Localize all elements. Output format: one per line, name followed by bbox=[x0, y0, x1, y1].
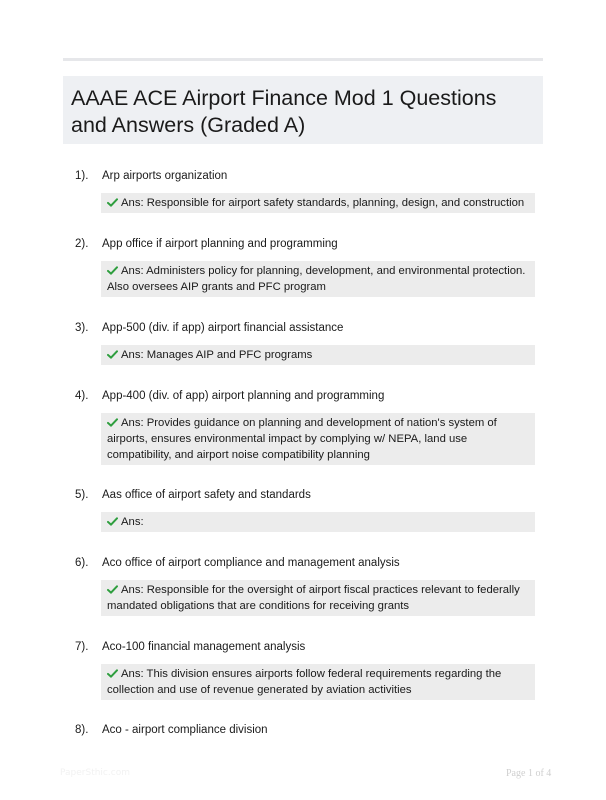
question-text: Arp airports organization bbox=[102, 170, 228, 182]
checkmark-icon bbox=[107, 669, 118, 678]
question-text: Aco office of airport compliance and management analysis bbox=[102, 557, 400, 569]
document-title: AAAE ACE Airport Finance Mod 1 Questions and Answers (Graded A) bbox=[71, 86, 497, 137]
question-number: 3). bbox=[75, 322, 89, 334]
question-number: 6). bbox=[75, 557, 89, 569]
answer-text: Ans: Administers policy for planning, development, and environmental protection. Also oversees AIP grants and PFC program bbox=[107, 265, 526, 293]
question-number: 8). bbox=[75, 724, 89, 736]
answer-box bbox=[101, 580, 535, 616]
question-text: App-400 (div. of app) airport planning and programming bbox=[102, 390, 385, 402]
question-text: App office if airport planning and programming bbox=[102, 238, 338, 250]
page-number: Page 1 of 4 bbox=[506, 768, 552, 779]
answer-text: Ans: Provides guidance on planning and development of nation's system of airports, ensures environmental impact by complying w/ NEPA, land use compatibility, and airport noise compatibility planning bbox=[107, 417, 497, 461]
answer-text: Ans: This division ensures airports follow federal requirements regarding the collection and use of revenue generated by aviation activities bbox=[107, 668, 502, 696]
question-text: App-500 (div. if app) airport financial assistance bbox=[102, 322, 344, 334]
answer-text: Ans: Manages AIP and PFC programs bbox=[121, 349, 313, 361]
checkmark-icon bbox=[107, 418, 118, 427]
answer-box bbox=[101, 664, 535, 700]
checkmark-icon bbox=[107, 198, 118, 207]
answer-box bbox=[101, 193, 535, 213]
question-text: Aco - airport compliance division bbox=[102, 724, 268, 736]
question-number: 5). bbox=[75, 489, 89, 501]
answer-box bbox=[101, 512, 535, 532]
answer-box bbox=[101, 261, 535, 297]
question-text: Aas office of airport safety and standards bbox=[102, 489, 311, 501]
question-number: 7). bbox=[75, 641, 89, 653]
checkmark-icon bbox=[107, 350, 118, 359]
title-box bbox=[63, 76, 543, 144]
question-text: Aco-100 financial management analysis bbox=[102, 641, 306, 653]
question-number: 4). bbox=[75, 390, 89, 402]
answer-box bbox=[101, 345, 535, 365]
answer-text: Ans: Responsible for airport safety standards, planning, design, and construction bbox=[121, 197, 525, 209]
footer-watermark: PaperSthic.com bbox=[60, 768, 130, 778]
question-number: 1). bbox=[75, 170, 89, 182]
checkmark-icon bbox=[107, 585, 118, 594]
answer-text: Ans: Responsible for the oversight of airport fiscal practices relevant to federally mandated obligations that are conditions for receiving grants bbox=[107, 584, 520, 612]
top-divider bbox=[63, 58, 543, 61]
answer-text: Ans: bbox=[121, 516, 144, 528]
checkmark-icon bbox=[107, 266, 118, 275]
checkmark-icon bbox=[107, 517, 118, 526]
question-number: 2). bbox=[75, 238, 89, 250]
answer-box bbox=[101, 413, 535, 465]
